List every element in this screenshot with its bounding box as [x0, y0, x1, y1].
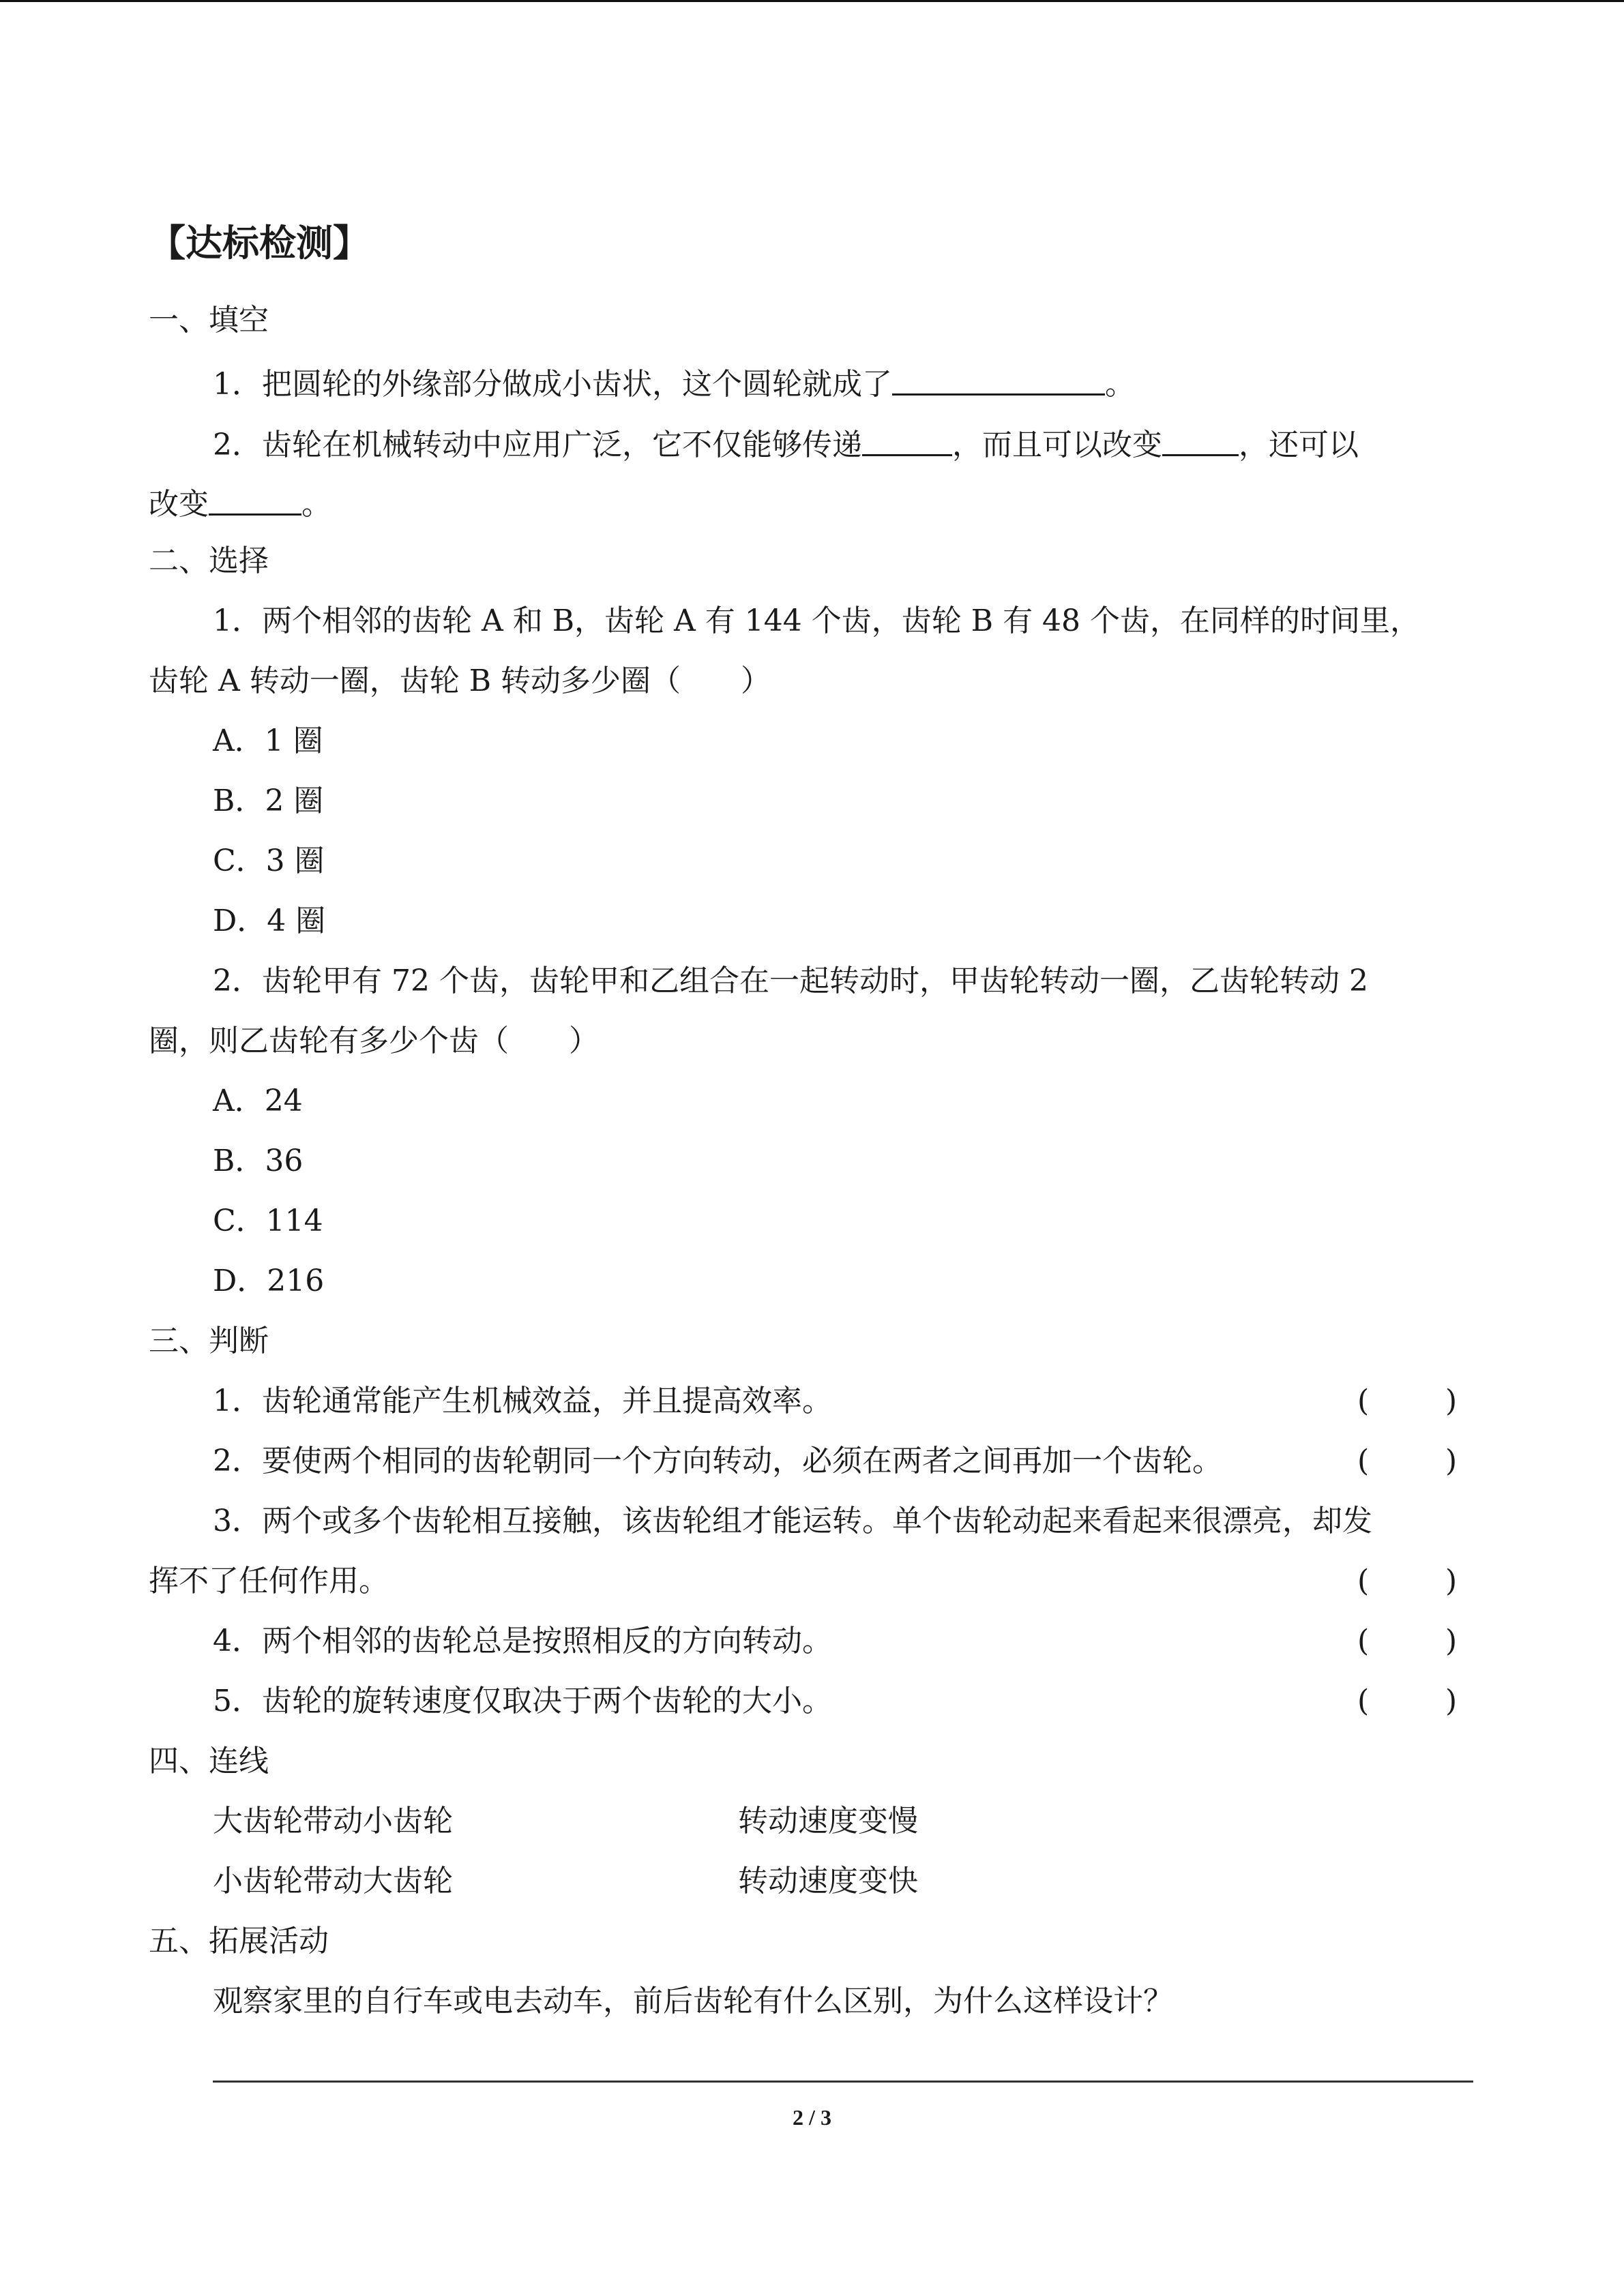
choice-q1-option-a[interactable]: A．1 圈 [213, 724, 323, 758]
answer-blank[interactable] [892, 366, 1105, 396]
section-heading-extension: 五、拓展活动 [149, 1924, 329, 1958]
judge-item-3-cont: 挥不了任何作用。 [149, 1564, 389, 1598]
fill-q1-text: 1．把圆轮的外缘部分做成小齿状，这个圆轮就成了 [213, 367, 892, 402]
judge-item-5: 5．齿轮的旋转速度仅取决于两个齿轮的大小。 [213, 1684, 832, 1718]
fill-q2-line2-start: 改变 [149, 487, 209, 522]
match-left-2[interactable]: 小齿轮带动大齿轮 [213, 1864, 453, 1898]
fill-q1-end: 。 [1105, 367, 1135, 402]
choice-q2-option-b[interactable]: B．36 [213, 1144, 304, 1178]
section-heading-match: 四、连线 [149, 1744, 269, 1778]
fill-q2-part3: ，还可以 [1239, 428, 1359, 462]
judge-answer-4[interactable]: ( ) [1357, 1624, 1458, 1658]
page-title: 【达标检测】 [149, 222, 370, 265]
match-right-2[interactable]: 转动速度变快 [738, 1864, 918, 1898]
fill-q2-part1: 2．齿轮在机械转动中应用广泛，它不仅能够传递 [213, 428, 862, 462]
fill-q2-end: 。 [301, 487, 331, 522]
judge-answer-3[interactable]: ( ) [1357, 1564, 1458, 1598]
judge-answer-5[interactable]: ( ) [1357, 1684, 1458, 1718]
extension-task: 观察家里的自行车或电去动车，前后齿轮有什么区别，为什么这样设计？ [213, 1984, 1173, 2018]
judge-answer-1[interactable]: ( ) [1357, 1384, 1458, 1418]
fill-question-2-cont [149, 486, 331, 520]
page-number: 2 / 3 [793, 2105, 831, 2130]
section-heading-choice: 二、选择 [149, 543, 269, 578]
judge-item-1: 1．齿轮通常能产生机械效益，并且提高效率。 [213, 1384, 832, 1418]
answer-blank[interactable] [1162, 427, 1239, 456]
section-heading-judge: 三、判断 [149, 1324, 269, 1358]
match-right-1[interactable]: 转动速度变慢 [738, 1804, 918, 1838]
choice-q2-option-c[interactable]: C．114 [213, 1204, 323, 1238]
choice-q1-option-b[interactable]: B．2 圈 [213, 784, 324, 818]
answer-blank[interactable] [862, 427, 952, 456]
judge-item-4: 4．两个相邻的齿轮总是按照相反的方向转动。 [213, 1624, 832, 1658]
answer-blank[interactable] [209, 486, 301, 516]
judge-item-3: 3．两个或多个齿轮相互接触，该齿轮组才能运转。单个齿轮动起来看起来很漂亮，却发 [213, 1504, 1372, 1538]
choice-q2-line1: 2．齿轮甲有 72 个齿，齿轮甲和乙组合在一起转动时，甲齿轮转动一圈，乙齿轮转动 2 [213, 964, 1368, 998]
section-heading-fill: 一、填空 [149, 303, 269, 338]
footer-divider [213, 2081, 1473, 2083]
choice-q1-line1: 1．两个相邻的齿轮 A 和 B，齿轮 A 有 144 个齿，齿轮 B 有 48 个齿，在同样的时间里， [213, 603, 1421, 638]
choice-q2-option-a[interactable]: A．24 [213, 1084, 303, 1118]
choice-q2-option-d[interactable]: D．216 [213, 1264, 325, 1298]
top-border [0, 0, 1624, 2]
fill-q2-part2: ，而且可以改变 [952, 428, 1162, 462]
fill-question-2 [213, 427, 1359, 460]
match-left-1[interactable]: 大齿轮带动小齿轮 [213, 1804, 453, 1838]
choice-q1-option-c[interactable]: C．3 圈 [213, 844, 325, 878]
choice-q1-option-d[interactable]: D．4 圈 [213, 904, 326, 938]
judge-item-2: 2．要使两个相同的齿轮朝同一个方向转动，必须在两者之间再加一个齿轮。 [213, 1444, 1222, 1478]
judge-answer-2[interactable]: ( ) [1357, 1444, 1458, 1478]
choice-q1-line2: 齿轮 A 转动一圈，齿轮 B 转动多少圈（ ） [149, 664, 771, 698]
fill-question-1 [213, 366, 1135, 400]
choice-q2-line2: 圈，则乙齿轮有多少个齿（ ） [149, 1024, 599, 1058]
